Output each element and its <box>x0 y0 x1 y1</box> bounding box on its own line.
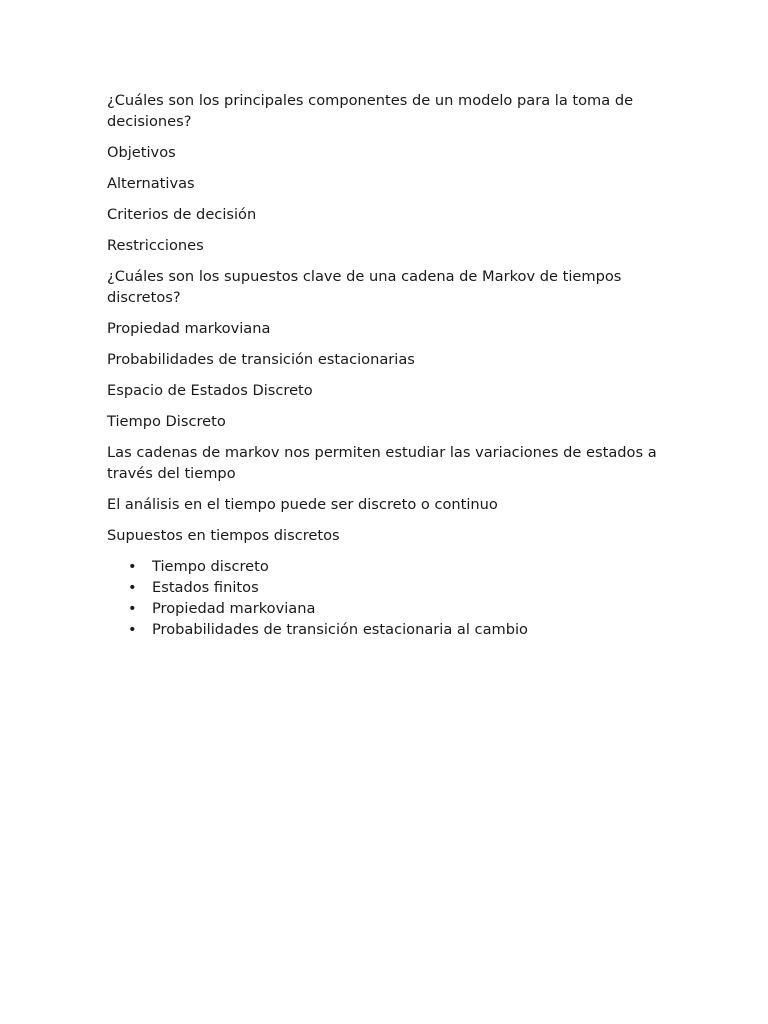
text-criterios: Criterios de decisión <box>107 206 257 223</box>
text-cadenas-markov: Las cadenas de markov nos permiten estudiar las variaciones de estados a través del tiempo <box>107 444 657 482</box>
bullet-list <box>107 556 667 640</box>
text-propiedad-markoviana: Propiedad markoviana <box>107 320 271 337</box>
text-probabilidades-transicion: Probabilidades de transición estacionarias <box>107 351 415 368</box>
bullet-icon: • <box>128 600 137 617</box>
text-objetivos: Objetivos <box>107 144 176 161</box>
question-markov-assumptions: ¿Cuáles son los supuestos clave de una cadena de Markov de tiempos discretos? <box>107 268 622 306</box>
list-item-text: Propiedad markoviana <box>152 600 316 617</box>
list-item <box>107 556 667 577</box>
bullet-icon: • <box>128 621 137 638</box>
list-item-text: Probabilidades de transición estacionaria al cambio <box>152 621 528 638</box>
list-item-text: Tiempo discreto <box>152 558 269 575</box>
document-page <box>107 90 667 640</box>
list-item <box>107 577 667 598</box>
text-tiempo-discreto: Tiempo Discreto <box>107 413 226 430</box>
bullet-icon: • <box>128 558 137 575</box>
list-item <box>107 598 667 619</box>
text-restricciones: Restricciones <box>107 237 204 254</box>
text-supuestos-heading: Supuestos en tiempos discretos <box>107 527 340 544</box>
list-item-text: Estados finitos <box>152 579 259 596</box>
text-analisis-tiempo: El análisis en el tiempo puede ser discreto o continuo <box>107 496 498 513</box>
bullet-icon: • <box>128 579 137 596</box>
text-alternativas: Alternativas <box>107 175 195 192</box>
question-decision-model: ¿Cuáles son los principales componentes de un modelo para la toma de decisiones? <box>107 92 634 130</box>
text-espacio-estados: Espacio de Estados Discreto <box>107 382 313 399</box>
list-item <box>107 619 667 640</box>
